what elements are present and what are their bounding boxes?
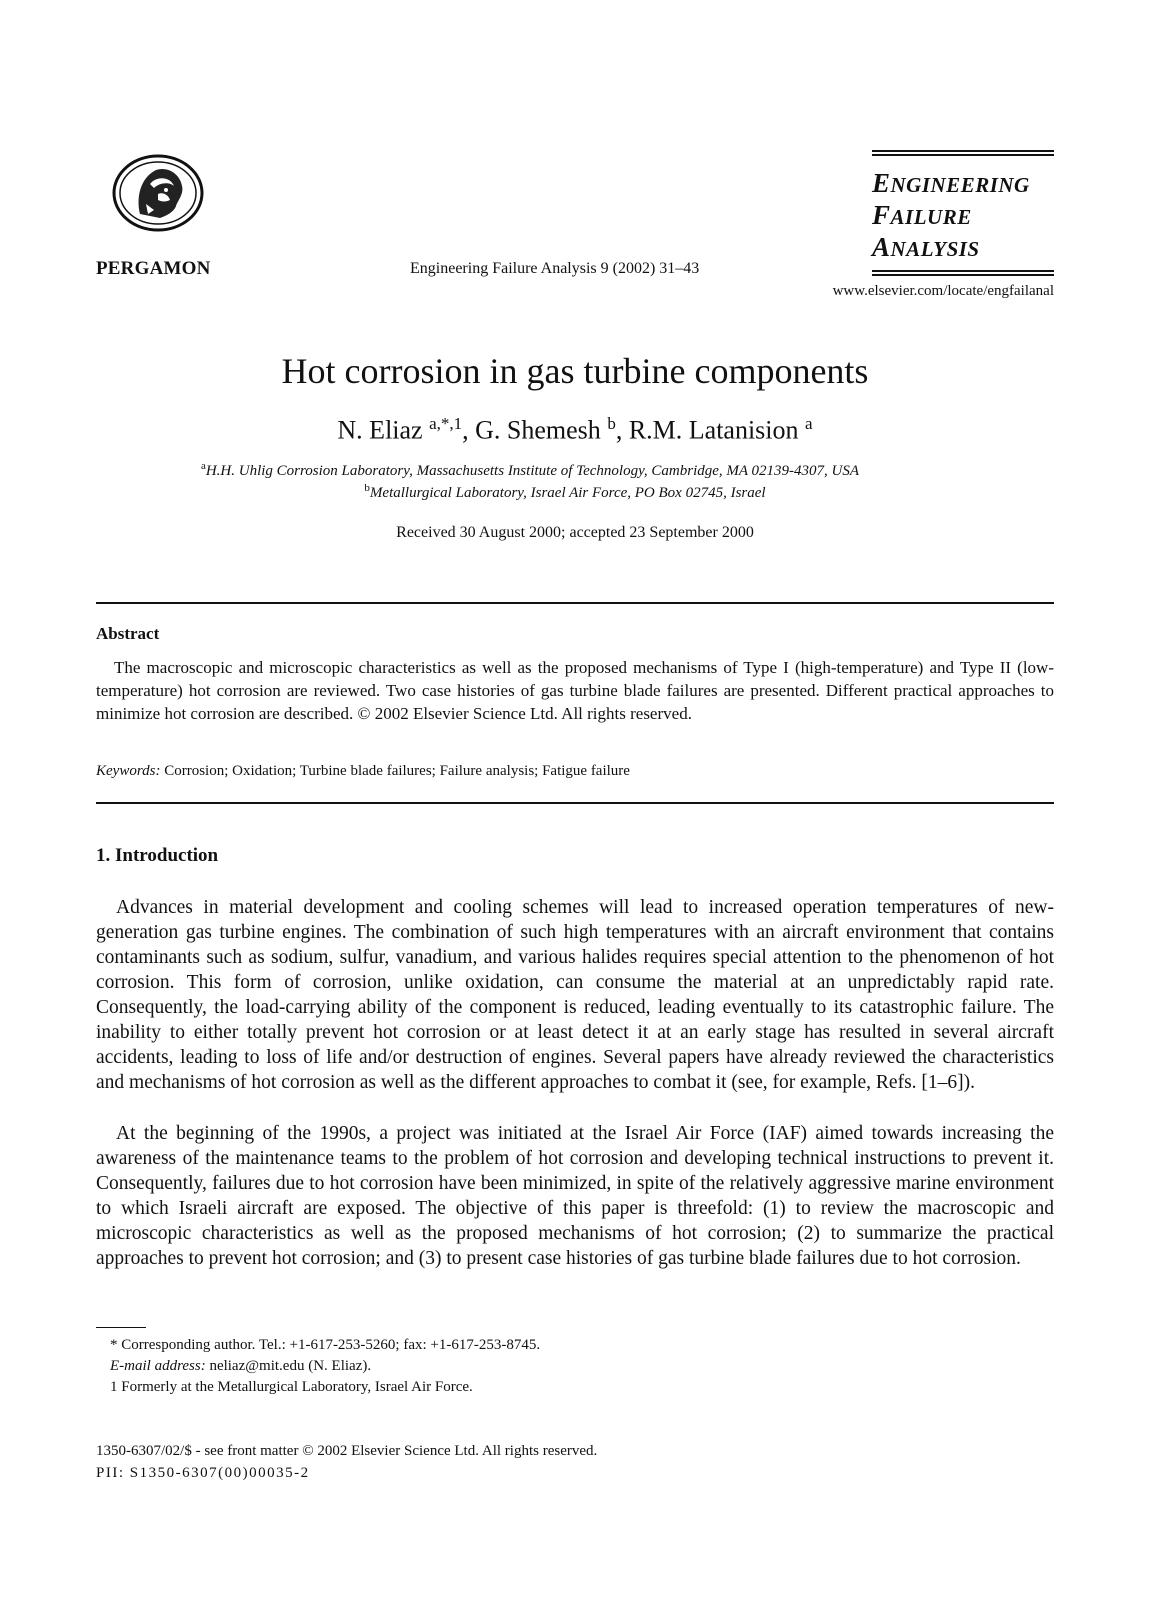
- author-mark: a: [805, 414, 813, 433]
- masthead-rule-top-2: [872, 154, 1054, 156]
- divider-bottom: [96, 802, 1054, 804]
- affiliation-a: $^a$H.H. Uhlig Corrosion Laboratory, Massachusetts Institute of Technology, Cambridge, MA 02139-4307, USA: [200, 460, 860, 479]
- pergamon-logo: [110, 154, 206, 232]
- journal-citation: Engineering Failure Analysis 9 (2002) 31–43: [410, 260, 700, 277]
- journal-url[interactable]: www.elsevier.com/locate/engfailanal: [832, 283, 1054, 299]
- abstract-heading: Abstract: [96, 624, 160, 643]
- keywords-label: Keywords:: [96, 763, 161, 779]
- keywords: [96, 763, 1054, 780]
- footnote-corresponding: * Corresponding author. Tel.: +1-617-253-5260; fax: +1-617-253-8745.: [110, 1337, 541, 1353]
- journal-name-line-2: FAILURE: [872, 200, 972, 230]
- journal-name-line-1: ENGINEERING: [872, 168, 1030, 198]
- author-name: N. Eliaz: [337, 415, 423, 445]
- footnote-email: E-mail address: neliaz@mit.edu (N. Eliaz).: [110, 1358, 372, 1374]
- journal-name-line-3: ANALYSIS: [872, 232, 980, 262]
- affiliation-b: $^b$Metallurgical Laboratory, Israel Air Force, PO Box 02745, Israel: [364, 482, 766, 501]
- author-name: G. Shemesh: [475, 415, 601, 445]
- publisher-name: PERGAMON: [96, 258, 211, 279]
- masthead-rule-bottom: [872, 270, 1054, 272]
- keywords-list: Corrosion; Oxidation; Turbine blade failures; Failure analysis; Fatigue failure: [164, 763, 630, 779]
- journal-masthead: [872, 150, 1054, 278]
- author-name: R.M. Latanision: [628, 415, 799, 445]
- body-paragraph: Advances in material development and cooling schemes will lead to increased operation temperatures of new-generation gas turbine engines. The combination of such high temperatures with an aircraft environment that contains contaminants such as sodium, sulfur, vanadium, and various halides requires special attention to the phenomenon of hot corrosion. This form of corrosion, unlike oxidation, can consume the material at an unpredictably rapid rate. Consequently, the load-carrying ability of the component is reduced, leading eventually to its catastrophic failure. The inability to either totally prevent hot corrosion or at least detect it at an early stage has resulted in several aircraft accidents, leading to loss of life and/or destruction of engines. Several papers have already reviewed the characteristics and mechanisms of hot corrosion as well as the different approaches to combat it (see, for example, Refs. [1–6]).: [96, 897, 1054, 1093]
- divider-top: [96, 602, 1054, 604]
- pii-line: PII: S1350-6307(00)00035-2: [96, 1465, 310, 1481]
- footnote-1: 1 Formerly at the Metallurgical Laboratory, Israel Air Force.: [110, 1379, 473, 1395]
- article-title: Hot corrosion in gas turbine components: [281, 351, 869, 391]
- section-heading: 1. Introduction: [96, 845, 219, 866]
- body-paragraph: At the beginning of the 1990s, a project was initiated at the Israel Air Force (IAF) aimed towards increasing the awareness of the maintenance teams to the problem of hot corrosion and developing technical instructions to prevent it. Consequently, failures due to hot corrosion have been minimized, in spite of the relatively aggressive marine environment to which Israeli aircraft are exposed. The objective of this paper is threefold: (1) to review the macroscopic and microscopic characteristics as well as the proposed mechanisms of hot corrosion; (2) to summarize the practical approaches to prevent hot corrosion; and (3) to present case histories of gas turbine blade failures due to hot corrosion.: [96, 1123, 1054, 1269]
- abstract-text: The macroscopic and microscopic characteristics as well as the proposed mechanisms of Type I (high-temperature) and Type II (low-temperature) hot corrosion are reviewed. Two case histories of gas turbine blade failures are presented. Different practical approaches to minimize hot corrosion are described. © 2002 Elsevier Science Ltd. All rights reserved.: [96, 658, 1054, 723]
- masthead-rule-top: [872, 150, 1054, 152]
- received-dates: Received 30 August 2000; accepted 23 September 2000: [396, 524, 754, 541]
- issn-line: 1350-6307/02/$ - see front matter © 2002 Elsevier Science Ltd. All rights reserved.: [96, 1443, 598, 1459]
- footnote-rule: [96, 1327, 146, 1328]
- author-mark: b: [607, 414, 616, 433]
- author-mark: a,*,1: [429, 414, 463, 433]
- author-list: N. Eliaz $^{a,*,1}$, G. Shemesh $^b$, R.M. Latanision $^a$: [337, 414, 813, 445]
- masthead-rule-bottom-2: [872, 274, 1054, 276]
